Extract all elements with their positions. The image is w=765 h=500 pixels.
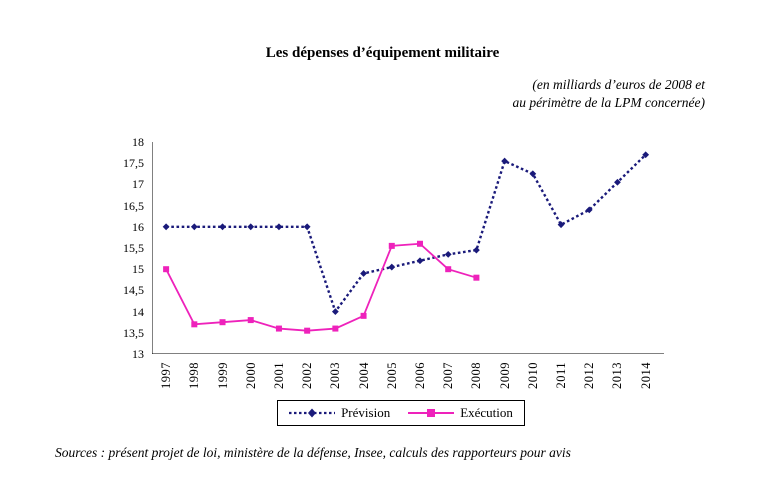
x-axis-tick-label: 2012 — [582, 362, 597, 389]
x-axis-tick-label: 2005 — [384, 362, 399, 389]
x-axis-tick-label: 2010 — [525, 362, 540, 389]
x-axis-tick-label: 2000 — [243, 362, 258, 389]
legend-item-prevision — [289, 405, 390, 421]
x-axis-tick-label: 2013 — [610, 362, 625, 389]
x-axis-tick-label: 2009 — [497, 362, 512, 389]
legend-item-execution — [408, 405, 513, 421]
y-axis-tick-label: 18 — [132, 135, 144, 149]
chart-subtitle-line1: (en milliards d’euros de 2008 et — [532, 77, 705, 92]
source-note: Sources : présent projet de loi, ministère de la défense, Insee, calculs des rapporteurs pour avis — [55, 445, 571, 460]
x-axis-tick-label: 2011 — [554, 362, 569, 389]
x-axis-tick-label: 2002 — [300, 362, 315, 389]
legend-swatch-execution-icon — [408, 407, 454, 419]
x-axis-tick-label: 2001 — [271, 362, 286, 389]
chart-subtitle — [512, 76, 705, 112]
y-axis-tick-label: 16,5 — [123, 198, 144, 213]
y-axis-tick-label: 13 — [132, 347, 144, 361]
x-axis-tick-label: 2014 — [638, 362, 653, 389]
x-axis-tick-label: 1999 — [215, 362, 230, 389]
y-axis-tick-label: 14,5 — [123, 283, 144, 298]
legend-swatch-execution — [408, 407, 454, 419]
x-axis-tick-label: 2006 — [412, 362, 427, 389]
y-axis-tick-label: 13,5 — [123, 325, 144, 340]
x-axis-tick-label: 1998 — [187, 362, 202, 389]
legend-label-execution: Exécution — [460, 405, 513, 420]
y-axis-tick-label: 17 — [132, 177, 144, 192]
chart-subtitle-line2: au périmètre de la LPM concernée) — [512, 95, 705, 110]
y-axis-tick-label: 14 — [132, 304, 144, 319]
y-axis-tick-label: 15 — [132, 262, 144, 277]
chart-svg — [152, 142, 664, 354]
legend-label-prevision: Prévision — [341, 405, 391, 420]
x-axis-tick-label: 2004 — [356, 362, 371, 389]
x-axis-tick-label: 2003 — [328, 362, 343, 389]
page-title: Les dépenses d’équipement militaire — [265, 45, 500, 61]
y-axis-tick-label: 15,5 — [123, 241, 144, 255]
chart-area — [0, 130, 765, 430]
x-axis-tick-label: 1997 — [159, 362, 174, 389]
x-axis-tick-label: 2007 — [441, 362, 456, 389]
x-axis-tick-label: 2008 — [469, 362, 484, 389]
y-axis-tick-label: 16 — [132, 219, 144, 234]
legend-swatch-prevision-icon — [289, 407, 335, 419]
legend-swatch-prevision — [289, 407, 335, 419]
chart-legend — [277, 400, 525, 426]
y-axis-tick-label: 17,5 — [123, 156, 144, 171]
chart-plot — [123, 135, 664, 389]
